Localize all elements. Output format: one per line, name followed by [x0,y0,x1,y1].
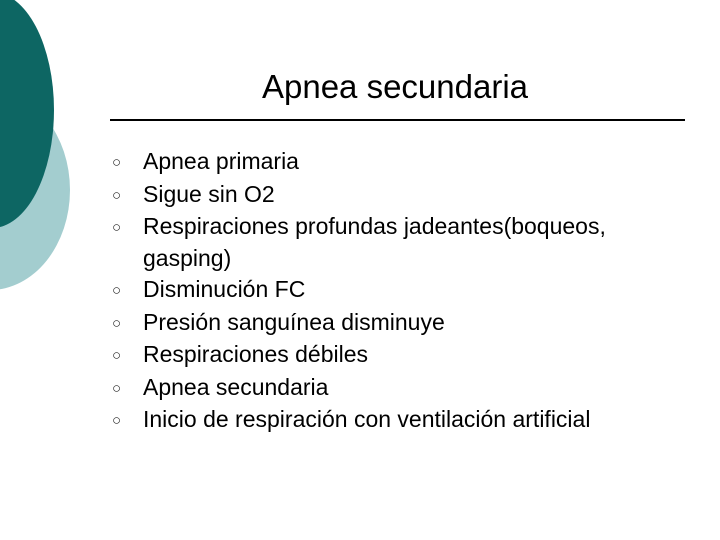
bullet-item [112,274,672,307]
bullet-text: Inicio de respiración con ventilación artificial [143,406,591,432]
hollow-circle-icon: ○ [112,282,122,299]
title-divider [110,119,685,121]
bullet-text: Apnea primaria [143,148,299,174]
bullet-text: Respiraciones débiles [143,341,369,367]
bullet-item [112,146,672,179]
bullet-text: Apnea secundaria [143,373,329,400]
bullet-text: Presión sanguínea disminuye [143,308,445,335]
bullet-text: Respiraciones profundas jadeantes(boqueos, gasping) [143,213,606,271]
hollow-circle-icon: ○ [112,154,122,171]
bullet-text: Sigue sin O2 [143,180,275,207]
hollow-circle-icon: ○ [112,412,122,429]
bullet-item [112,339,672,372]
bullet-item [112,211,672,274]
bullet-text: Disminución FC [143,276,306,302]
hollow-circle-icon: ○ [112,379,122,397]
hollow-circle-icon: ○ [112,347,122,364]
bullet-item [112,307,672,340]
hollow-circle-icon: ○ [112,186,122,204]
bullet-item [112,404,672,437]
hollow-circle-icon: ○ [112,314,122,332]
bullet-item [112,179,672,212]
hollow-circle-icon: ○ [112,219,122,236]
slide-title: Apnea secundaria [261,68,529,105]
bullet-list [112,146,672,437]
bullet-item [112,372,672,405]
